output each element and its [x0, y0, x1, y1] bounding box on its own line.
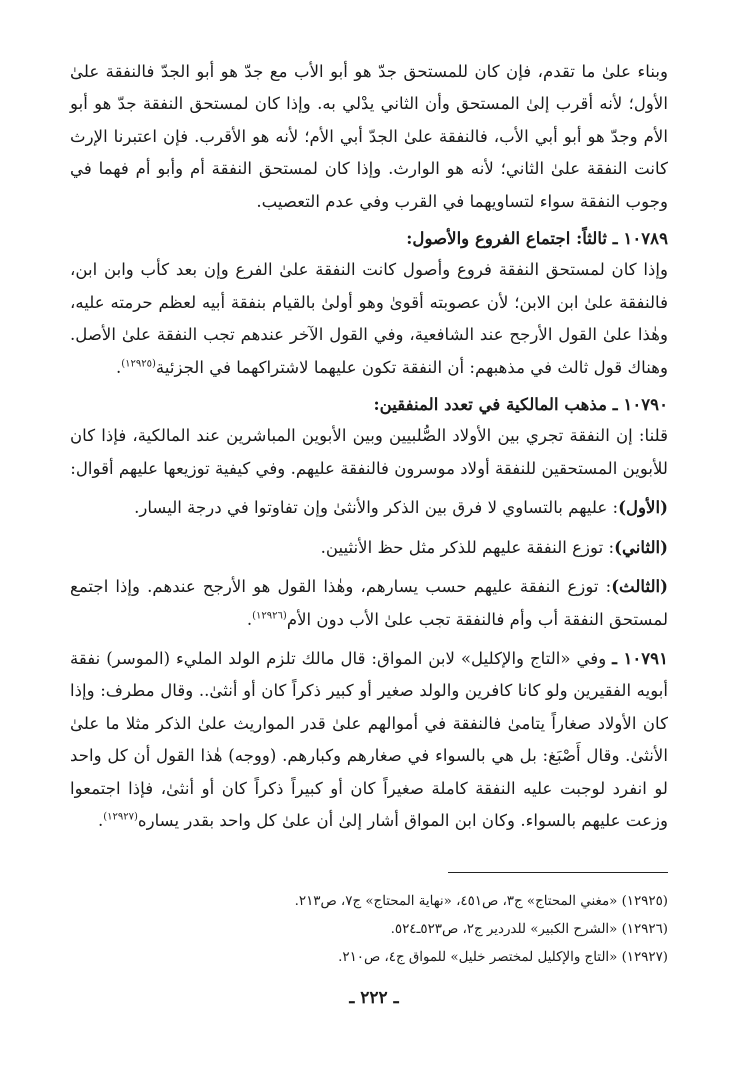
paragraph-text: قلنا: إن النفقة تجري بين الأولاد الصُّلبيين وبين الأبوين المباشرين عند المالكية، فإذا كان للأبوين المستحقين للنفقة أولاد موسرون فالنفقة عليهم. وفي كيفية توزيعها عليهم أقوال: [70, 426, 668, 478]
footnote-item: (١٢٩٢٥) «مغني المحتاج» ج٣، ص٤٥١، «نهاية المحتاج» ج٧، ص٢١٣. [294, 894, 668, 909]
footnote-divider [448, 872, 668, 873]
footnote-reference[interactable]: (١٢٩٢٧) [103, 811, 138, 823]
opinion-label: (الأول) [618, 497, 668, 518]
section-number-10791: ١٠٧٩١ ـ [612, 647, 669, 668]
paragraph-maliki-view [70, 420, 668, 485]
footnote-reference[interactable]: (١٢٩٢٥) [121, 358, 156, 370]
paragraph-10791: ١٠٧٩١ ـ وفي «التاج والإكليل» لابن المواق: قال مالك تلزم الولد المليء (الموسر) نفقة أبويه الفقيرين ولو كانا كافرين والولد صغير أو كبير ذكراً كان أو أنثىٰ.. وقال مطرف: وإذا كان الأولاد صغاراً يتامىٰ فالنفقة في أموالهم علىٰ قدر المواريث علىٰ الذكر مثلا ما علىٰ الأنثىٰ. وقال أَصْبَغ: بل هي بالسواء في صغارهم وكبارهم. (ووجه) هٰذا القول أن كل واحد لو انفرد لوجبت عليه النفقة كاملة صغيراً كان أو كبيراً ذكراً كان أو أنثىٰ، فإذا اجتمعوا وزعت عليهم بالسواء. وكان ابن المواق أشار إلىٰ أن علىٰ كل واحد بقدر يساره$^{(١٢٩٢٧)}$. [70, 647, 669, 830]
footnote-reference[interactable]: (١٢٩٢٦) [252, 609, 287, 621]
paragraph-text: وإذا كان لمستحق النفقة فروع وأصول كانت النفقة علىٰ الفرع وإن بعد كأب وابن ابن، فالنفقة علىٰ ابن الابن؛ لأن عصوبته أقوىٰ وهو أولىٰ بالقيام بنفقة أبيه لعظم حرمته عليه، وهٰذا علىٰ القول الأرجح عند الشافعية، وفي القول الآخر عندهم تجب النفقة علىٰ الأصل. وهناك قول ثالث في مذهبهم: أن النفقة تكون عليهما لاشتراكهما في الجزئية [70, 260, 668, 377]
footnote-item: (١٢٩٢٧) «التاج والإكليل لمختصر خليل» للمواق ج٤، ص٢١٠. [338, 950, 668, 965]
page-number: ـ ٢٢٢ ـ [349, 988, 399, 1008]
section-heading-10789: ١٠٧٨٩ ـ ثالثاً: اجتماع الفروع والأصول: [406, 228, 668, 249]
footnotes [70, 888, 668, 972]
paragraph-first-opinion [70, 491, 668, 524]
paragraph-text: وبناء علىٰ ما تقدم، فإن كان للمستحق جدّ هو أبو الأب مع جدّ هو أبو الجدّ فالنفقة علىٰ الأول؛ لأنه أقرب إلىٰ المستحق وأن الثاني يدْلي به. وإذا كان لمستحق النفقة جدّ هو أبو الأم وجدّ هو أبو أبي الأب، فالنفقة علىٰ الجدّ أبي الأم؛ لأنه هو الأقرب. فإن اعتبرنا الإرث كانت النفقة علىٰ الثاني؛ لأنه هو الوارث. وإذا كان لمستحق النفقة أم وأبو أم فهما في وجوب النفقة سواء لتساويهما في القرب وفي عدم التعصيب. [70, 62, 668, 211]
section-heading-10790: ١٠٧٩٠ ـ مذهب المالكية في تعدد المنفقين: [373, 394, 668, 415]
paragraph-text: : عليهم بالتساوي لا فرق بين الذكر والأنثىٰ وإن تفاوتوا في درجة اليسار. [134, 498, 619, 518]
paragraph-second-opinion [70, 531, 668, 564]
paragraph-third-opinion: (الثالث): توزع النفقة عليهم حسب يسارهم، وهٰذا القول هو الأرجح عندهم. وإذا اجتمع لمستحق النفقة أب وأم فالنفقة تجب علىٰ الأب دون الأم$^{(١٢٩٢٦)}$. [70, 576, 668, 629]
paragraph-text: وفي «التاج والإكليل» لابن المواق: قال مالك تلزم الولد المليء (الموسر) نفقة أبويه الفقيرين ولو كانا كافرين والولد صغير أو كبير ذكراً كان أو أنثىٰ.. وقال مطرف: وإذا كان الأولاد صغاراً يتامىٰ فالنفقة في أموالهم علىٰ قدر المواريث علىٰ الذكر مثلا ما علىٰ الأنثىٰ. وقال أَصْبَغ: بل هي بالسواء في صغارهم وكبارهم. (ووجه) هٰذا القول أن كل واحد لو انفرد لوجبت عليه النفقة كاملة صغيراً كان أو كبيراً ذكراً كان أو أنثىٰ، فإذا اجتمعوا وزعت عليهم بالسواء. وكان ابن المواق أشار إلىٰ أن علىٰ كل واحد بقدر يساره [70, 648, 668, 830]
opinion-label: (الثاني) [614, 536, 668, 557]
paragraph-grandfathers [70, 56, 668, 218]
opinion-label: (الثالث) [611, 576, 668, 597]
page-body [70, 56, 668, 837]
paragraph-text: : توزع النفقة عليهم للذكر مثل حظ الأنثيين. [320, 537, 615, 557]
footnote-item: (١٢٩٢٦) «الشرح الكبير» للدردير ج٢، ص٥٢٣ـ٥٢٤. [390, 922, 668, 937]
paragraph-branches-and-origins: وإذا كان لمستحق النفقة فروع وأصول كانت النفقة علىٰ الفرع وإن بعد كأب وابن ابن، فالنفقة علىٰ ابن الابن؛ لأن عصوبته أقوىٰ وهو أولىٰ بالقيام بنفقة أبيه لعظم حرمته عليه، وهٰذا علىٰ القول الأرجح عند الشافعية، وفي القول الآخر عندهم تجب النفقة علىٰ الأصل. وهناك قول ثالث في مذهبهم: أن النفقة تكون عليهما لاشتراكهما في الجزئية$^{(١٢٩٢٥)}$. [70, 260, 668, 377]
paragraph-text: : توزع النفقة عليهم حسب يسارهم، وهٰذا القول هو الأرجح عندهم. وإذا اجتمع لمستحق النفقة أب وأم فالنفقة تجب علىٰ الأب دون الأم [70, 577, 668, 629]
